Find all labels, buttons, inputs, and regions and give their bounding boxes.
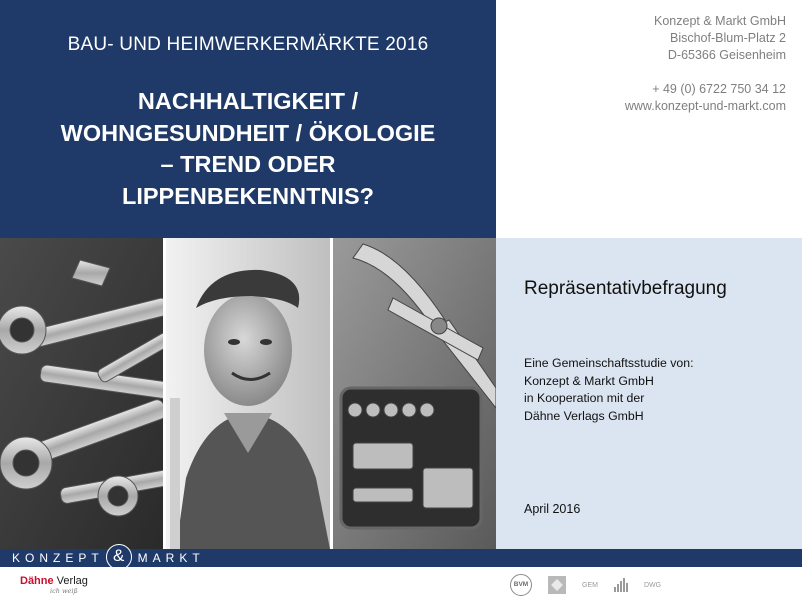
info-panel <box>496 238 802 549</box>
contact-website[interactable]: www.konzept-und-markt.com <box>624 99 786 113</box>
gem-logo <box>582 582 598 589</box>
brand-bar <box>0 546 802 567</box>
photo-strip <box>0 238 496 549</box>
partner-logo-m <box>548 576 566 594</box>
main-title-line: WOHNGESUNDHEIT / ÖKOLOGIE <box>60 119 436 146</box>
contact-company: Konzept & Markt GmbH <box>654 14 786 28</box>
main-title-line: – TREND ODER <box>160 151 336 177</box>
partner-logo-bars <box>614 578 628 592</box>
brand-left: KONZEPT <box>12 551 104 565</box>
contact-street: Bischof-Blum-Platz 2 <box>669 31 786 45</box>
publisher-tagline: ich weiß <box>50 587 78 595</box>
contact-city: D-65366 Geisenheim <box>667 48 786 62</box>
title-panel <box>0 0 496 238</box>
daehne-verlag-logo <box>20 575 88 595</box>
publisher-brand: Dähne <box>20 575 54 587</box>
study-credits <box>524 355 694 425</box>
study-line: Eine Gemeinschaftsstudie von: <box>524 356 694 370</box>
study-line: Dähne Verlags GmbH <box>524 408 644 423</box>
publisher-rest: Verlag <box>53 575 88 587</box>
partner-logos <box>510 570 661 600</box>
gem-logo-text: GEM <box>582 581 598 589</box>
bvm-circle-icon: BVM <box>510 574 532 596</box>
ampersand-icon: & <box>106 544 132 570</box>
brand-right: MARKT <box>137 551 205 565</box>
study-line: Konzept & Markt GmbH <box>524 373 654 388</box>
konzept-markt-logo <box>12 546 205 567</box>
contact-block <box>526 13 786 115</box>
pliers-toolbox-photo <box>333 238 496 549</box>
dwg-logo-text: DWG <box>643 581 662 589</box>
series-title: BAU- UND HEIMWERKERMÄRKTE 2016 <box>67 34 429 55</box>
craftsman-portrait-photo <box>166 238 330 549</box>
m-square-icon <box>548 576 566 594</box>
bvm-logo <box>510 574 532 596</box>
footer <box>0 567 802 602</box>
study-line: in Kooperation mit der <box>524 391 645 405</box>
bar-chart-icon <box>614 578 628 592</box>
contact-phone: + 49 (0) 6722 750 34 12 <box>652 82 786 96</box>
study-date: April 2016 <box>524 502 581 516</box>
dwg-logo <box>644 582 661 589</box>
main-title-line: NACHHALTIGKEIT / <box>137 88 359 114</box>
survey-type: Repräsentativbefragung <box>524 278 727 299</box>
main-title-line: LIPPENBEKENNTNIS? <box>122 182 374 209</box>
main-title <box>0 86 496 212</box>
wrenches-photo <box>0 238 163 549</box>
